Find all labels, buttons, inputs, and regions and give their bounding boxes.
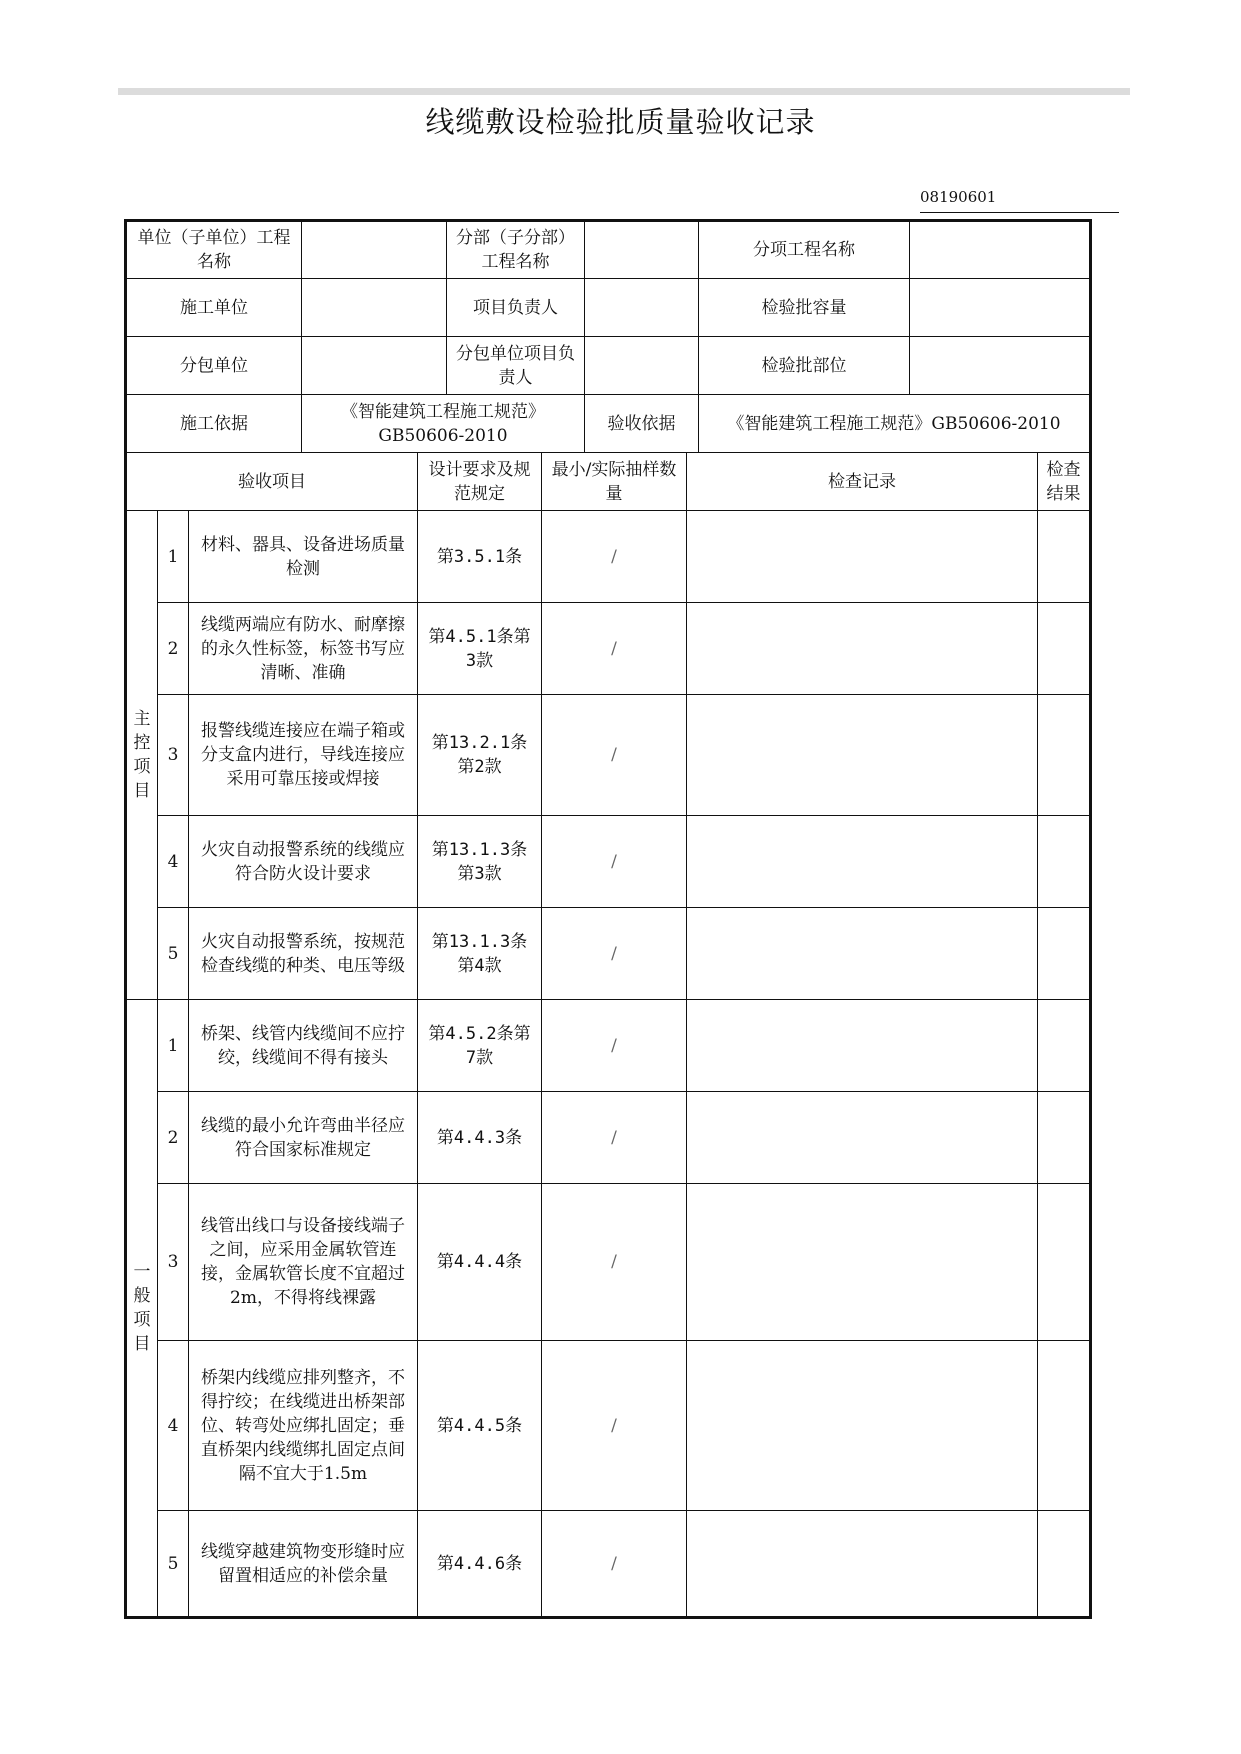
item-sample: /: [542, 908, 687, 1000]
item-clause: 第4.4.4条: [418, 1184, 542, 1341]
top-divider: [118, 88, 1130, 95]
item-record[interactable]: [687, 908, 1038, 1000]
item-sample: /: [542, 1511, 687, 1618]
division-value[interactable]: [585, 221, 699, 279]
page-title: 线缆敷设检验批质量验收记录: [425, 105, 816, 139]
item-number: 5: [158, 908, 189, 1000]
item-sample: /: [542, 1000, 687, 1092]
item-result[interactable]: [1038, 1000, 1091, 1092]
subcontractor-value[interactable]: [302, 337, 447, 395]
item-sample: /: [542, 816, 687, 908]
capacity-label: 检验批容量: [699, 279, 910, 337]
contractor-value[interactable]: [302, 279, 447, 337]
item-result[interactable]: [1038, 695, 1091, 816]
acceptance-basis-label: 验收依据: [585, 395, 699, 453]
item-record[interactable]: [687, 511, 1038, 603]
item-text: 桥架、线管内线缆间不应拧绞，线缆间不得有接头: [189, 1000, 418, 1092]
acceptance-basis-value: 《智能建筑工程施工规范》GB50606-2010: [699, 395, 1091, 453]
item-number: 3: [158, 1184, 189, 1341]
item-sample: /: [542, 695, 687, 816]
location-label: 检验批部位: [699, 337, 910, 395]
main-group-label: 主控项目: [126, 511, 158, 1000]
item-number: 5: [158, 1511, 189, 1618]
item-text: 报警线缆连接应在端子箱或分支盒内进行，导线连接应采用可靠压接或焊接: [189, 695, 418, 816]
general-group-label: 一般项目: [126, 1000, 158, 1618]
capacity-value[interactable]: [910, 279, 1091, 337]
unit-value[interactable]: [302, 221, 447, 279]
item-result[interactable]: [1038, 1184, 1091, 1341]
item-record[interactable]: [687, 1000, 1038, 1092]
item-number: 1: [158, 1000, 189, 1092]
item-number: 4: [158, 1341, 189, 1511]
item-result[interactable]: [1038, 1511, 1091, 1618]
project-manager-value[interactable]: [585, 279, 699, 337]
item-clause: 第4.4.3条: [418, 1092, 542, 1184]
item-sample: /: [542, 511, 687, 603]
item-clause: 第13.1.3条第3款: [418, 816, 542, 908]
col-record: 检查记录: [687, 453, 1038, 511]
item-sample: /: [542, 603, 687, 695]
item-number: 2: [158, 603, 189, 695]
item-name-value[interactable]: [910, 221, 1091, 279]
item-number: 2: [158, 1092, 189, 1184]
item-number: 4: [158, 816, 189, 908]
contractor-label: 施工单位: [126, 279, 302, 337]
item-result[interactable]: [1038, 511, 1091, 603]
form-code: 08190601: [920, 188, 1119, 213]
acceptance-record-table: [124, 219, 1092, 1619]
item-clause: 第4.4.6条: [418, 1511, 542, 1618]
sub-manager-value[interactable]: [585, 337, 699, 395]
item-clause: 第4.4.5条: [418, 1341, 542, 1511]
col-sample: 最小/实际抽样数量: [542, 453, 687, 511]
sub-manager-label: 分包单位项目负责人: [447, 337, 585, 395]
item-result[interactable]: [1038, 908, 1091, 1000]
item-result[interactable]: [1038, 603, 1091, 695]
item-clause: 第4.5.2条第7款: [418, 1000, 542, 1092]
item-text: 火灾自动报警系统，按规范检查线缆的种类、电压等级: [189, 908, 418, 1000]
col-design: 设计要求及规范规定: [418, 453, 542, 511]
item-text: 材料、器具、设备进场质量检测: [189, 511, 418, 603]
item-record[interactable]: [687, 1511, 1038, 1618]
col-result: 检查结果: [1038, 453, 1091, 511]
item-record[interactable]: [687, 1092, 1038, 1184]
item-record[interactable]: [687, 603, 1038, 695]
item-record[interactable]: [687, 816, 1038, 908]
item-result[interactable]: [1038, 1341, 1091, 1511]
unit-label: 单位（子单位）工程名称: [126, 221, 302, 279]
item-record[interactable]: [687, 1341, 1038, 1511]
item-text: 线缆穿越建筑物变形缝时应留置相适应的补偿余量: [189, 1511, 418, 1618]
item-record[interactable]: [687, 1184, 1038, 1341]
item-text: 线管出线口与设备接线端子之间，应采用金属软管连接，金属软管长度不宜超过2m，不得将线裸露: [189, 1184, 418, 1341]
division-label: 分部（子分部）工程名称: [447, 221, 585, 279]
basis-label: 施工依据: [126, 395, 302, 453]
subcontractor-label: 分包单位: [126, 337, 302, 395]
item-record[interactable]: [687, 695, 1038, 816]
item-clause: 第13.1.3条第4款: [418, 908, 542, 1000]
col-item: 验收项目: [126, 453, 418, 511]
location-value[interactable]: [910, 337, 1091, 395]
item-result[interactable]: [1038, 1092, 1091, 1184]
item-sample: /: [542, 1092, 687, 1184]
item-sample: /: [542, 1341, 687, 1511]
project-manager-label: 项目负责人: [447, 279, 585, 337]
item-sample: /: [542, 1184, 687, 1341]
item-text: 桥架内线缆应排列整齐，不得拧绞；在线缆进出桥架部位、转弯处应绑扎固定；垂直桥架内线缆绑扎固定点间隔不宜大于1.5m: [189, 1341, 418, 1511]
item-text: 火灾自动报警系统的线缆应符合防火设计要求: [189, 816, 418, 908]
item-number: 1: [158, 511, 189, 603]
item-clause: 第4.5.1条第3款: [418, 603, 542, 695]
item-text: 线缆两端应有防水、耐摩擦的永久性标签，标签书写应清晰、准确: [189, 603, 418, 695]
item-number: 3: [158, 695, 189, 816]
item-clause: 第3.5.1条: [418, 511, 542, 603]
item-text: 线缆的最小允许弯曲半径应符合国家标准规定: [189, 1092, 418, 1184]
basis-value: 《智能建筑工程施工规范》GB50606-2010: [302, 395, 585, 453]
item-clause: 第13.2.1条第2款: [418, 695, 542, 816]
item-name-label: 分项工程名称: [699, 221, 910, 279]
item-result[interactable]: [1038, 816, 1091, 908]
